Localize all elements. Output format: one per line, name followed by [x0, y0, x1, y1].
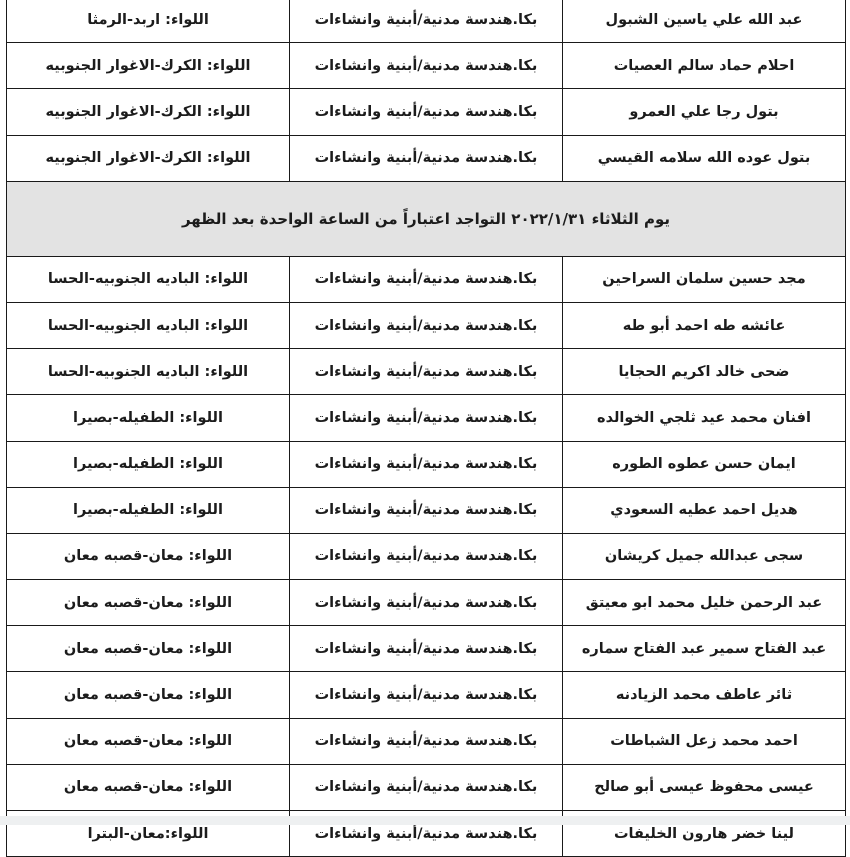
- major-cell: بكا.هندسة مدنية/أبنية وانشاءات: [290, 811, 563, 857]
- session-header-row: [7, 181, 846, 256]
- district-cell: اللواء: الكرك-الاغوار الجنوبيه: [7, 43, 290, 89]
- major-cell: بكا.هندسة مدنية/أبنية وانشاءات: [290, 256, 563, 302]
- major-cell: بكا.هندسة مدنية/أبنية وانشاءات: [290, 672, 563, 718]
- major-cell: بكا.هندسة مدنية/أبنية وانشاءات: [290, 135, 563, 181]
- name-cell: عيسى محفوظ عيسى أبو صالح: [563, 764, 846, 810]
- table-row: [7, 580, 846, 626]
- table-row: [7, 672, 846, 718]
- table-row: [7, 533, 846, 579]
- table-row: [7, 349, 846, 395]
- district-cell: اللواء: الباديه الجنوبيه-الحسا: [7, 302, 290, 348]
- major-cell: بكا.هندسة مدنية/أبنية وانشاءات: [290, 764, 563, 810]
- table-row: [7, 626, 846, 672]
- session-header: يوم الثلاثاء ٢٠٢٢/١/٣١ التواجد اعتباراً من الساعة الواحدة بعد الظهر: [7, 181, 846, 256]
- candidates-table: [6, 0, 846, 857]
- name-cell: عبد الله علي ياسين الشبول: [563, 0, 846, 43]
- major-cell: بكا.هندسة مدنية/أبنية وانشاءات: [290, 487, 563, 533]
- district-cell: اللواء: الباديه الجنوبيه-الحسا: [7, 349, 290, 395]
- major-cell: بكا.هندسة مدنية/أبنية وانشاءات: [290, 626, 563, 672]
- name-cell: ايمان حسن عطوه الطوره: [563, 441, 846, 487]
- major-cell: بكا.هندسة مدنية/أبنية وانشاءات: [290, 533, 563, 579]
- name-cell: عائشه طه احمد أبو طه: [563, 302, 846, 348]
- name-cell: بتول عوده الله سلامه القيسي: [563, 135, 846, 181]
- district-cell: اللواء: الكرك-الاغوار الجنوبيه: [7, 89, 290, 135]
- name-cell: سجى عبدالله جميل كريشان: [563, 533, 846, 579]
- district-cell: اللواء: الطفيله-بصيرا: [7, 395, 290, 441]
- rows-after-session: [7, 256, 846, 856]
- table-row: [7, 441, 846, 487]
- district-cell: اللواء: الطفيله-بصيرا: [7, 487, 290, 533]
- district-cell: اللواء: معان-قصبه معان: [7, 626, 290, 672]
- district-cell: اللواء:معان-البترا: [7, 811, 290, 857]
- district-cell: اللواء: اربد-الرمثا: [7, 0, 290, 43]
- name-cell: عبد الرحمن خليل محمد ابو معيتق: [563, 580, 846, 626]
- name-cell: ثائر عاطف محمد الزيادنه: [563, 672, 846, 718]
- major-cell: بكا.هندسة مدنية/أبنية وانشاءات: [290, 43, 563, 89]
- table-row: [7, 89, 846, 135]
- table-row: [7, 395, 846, 441]
- major-cell: بكا.هندسة مدنية/أبنية وانشاءات: [290, 89, 563, 135]
- session-section: [7, 181, 846, 256]
- name-cell: بتول رجا علي العمرو: [563, 89, 846, 135]
- name-cell: احلام حماد سالم العصيات: [563, 43, 846, 89]
- scroll-edge: [0, 816, 850, 825]
- rows-before-session: [7, 0, 846, 181]
- major-cell: بكا.هندسة مدنية/أبنية وانشاءات: [290, 395, 563, 441]
- name-cell: احمد محمد زعل الشباطات: [563, 718, 846, 764]
- table-row: [7, 764, 846, 810]
- district-cell: اللواء: الباديه الجنوبيه-الحسا: [7, 256, 290, 302]
- name-cell: هديل احمد عطيه السعودي: [563, 487, 846, 533]
- district-cell: اللواء: معان-قصبه معان: [7, 718, 290, 764]
- district-cell: اللواء: معان-قصبه معان: [7, 533, 290, 579]
- name-cell: ضحى خالد اكريم الحجايا: [563, 349, 846, 395]
- district-cell: اللواء: معان-قصبه معان: [7, 764, 290, 810]
- table-row: [7, 43, 846, 89]
- table-row: [7, 256, 846, 302]
- major-cell: بكا.هندسة مدنية/أبنية وانشاءات: [290, 0, 563, 43]
- table-row: [7, 135, 846, 181]
- district-cell: اللواء: الكرك-الاغوار الجنوبيه: [7, 135, 290, 181]
- major-cell: بكا.هندسة مدنية/أبنية وانشاءات: [290, 302, 563, 348]
- table-row: [7, 302, 846, 348]
- name-cell: عبد الفتاح سمير عبد الفتاح سماره: [563, 626, 846, 672]
- major-cell: بكا.هندسة مدنية/أبنية وانشاءات: [290, 580, 563, 626]
- table-row: [7, 0, 846, 43]
- name-cell: افنان محمد عيد ثلجي الخوالده: [563, 395, 846, 441]
- table-row: [7, 718, 846, 764]
- table-row: [7, 487, 846, 533]
- name-cell: لينا خضر هارون الخليفات: [563, 811, 846, 857]
- major-cell: بكا.هندسة مدنية/أبنية وانشاءات: [290, 349, 563, 395]
- district-cell: اللواء: معان-قصبه معان: [7, 580, 290, 626]
- major-cell: بكا.هندسة مدنية/أبنية وانشاءات: [290, 718, 563, 764]
- name-cell: مجد حسين سلمان السراحين: [563, 256, 846, 302]
- major-cell: بكا.هندسة مدنية/أبنية وانشاءات: [290, 441, 563, 487]
- district-cell: اللواء: معان-قصبه معان: [7, 672, 290, 718]
- district-cell: اللواء: الطفيله-بصيرا: [7, 441, 290, 487]
